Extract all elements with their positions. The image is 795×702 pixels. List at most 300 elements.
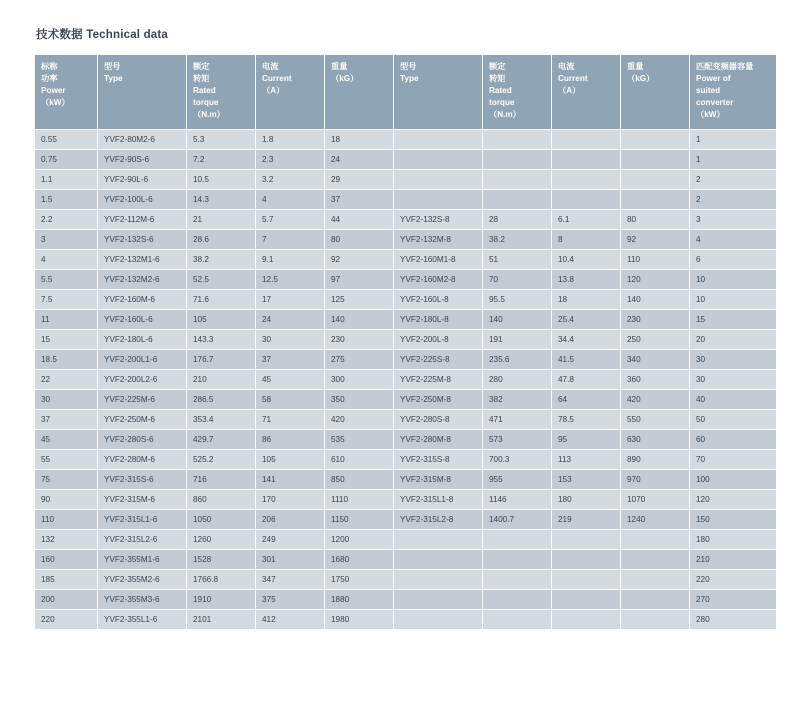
table-cell: 1240: [621, 510, 689, 529]
table-row: [35, 570, 776, 589]
table-cell: YVF2-180L-8: [394, 310, 482, 329]
column-header-line: 转矩: [489, 73, 506, 83]
table-cell: 535: [325, 430, 393, 449]
table-cell: 140: [483, 310, 551, 329]
table-cell: 5.5: [35, 270, 97, 289]
table-cell: YVF2-132M1-6: [98, 250, 186, 269]
table-cell: [394, 610, 482, 629]
table-cell: [621, 590, 689, 609]
table-cell: 15: [690, 310, 776, 329]
table-cell: 80: [325, 230, 393, 249]
table-cell: YVF2-280M-8: [394, 430, 482, 449]
table-cell: YVF2-355M2-6: [98, 570, 186, 589]
table-cell: YVF2-280S-8: [394, 410, 482, 429]
table-cell: 1.1: [35, 170, 97, 189]
table-cell: 180: [552, 490, 620, 509]
column-header-line: Power: [41, 85, 66, 95]
table-cell: 132: [35, 530, 97, 549]
table-cell: 10: [690, 290, 776, 309]
table-cell: 7.2: [187, 150, 255, 169]
table-cell: 270: [690, 590, 776, 609]
table-cell: [552, 570, 620, 589]
column-header-line: Rated: [193, 85, 216, 95]
table-cell: 220: [690, 570, 776, 589]
table-cell: 12.5: [256, 270, 324, 289]
table-cell: 30: [35, 390, 97, 409]
table-cell: [483, 130, 551, 149]
table-cell: YVF2-225M-8: [394, 370, 482, 389]
table-cell: 1766.8: [187, 570, 255, 589]
table-cell: YVF2-132M2-6: [98, 270, 186, 289]
table-row: [35, 510, 776, 529]
table-cell: 250: [621, 330, 689, 349]
table-cell: 1680: [325, 550, 393, 569]
table-cell: 850: [325, 470, 393, 489]
table-cell: 8: [552, 230, 620, 249]
table-cell: [621, 130, 689, 149]
column-header-line: （kW）: [696, 109, 725, 119]
table-cell: 249: [256, 530, 324, 549]
table-cell: [621, 570, 689, 589]
table-cell: 347: [256, 570, 324, 589]
column-header-line: Current: [558, 73, 588, 83]
column-header-0: [35, 55, 97, 129]
table-row: [35, 410, 776, 429]
table-cell: 38.2: [187, 250, 255, 269]
table-cell: YVF2-315L2-6: [98, 530, 186, 549]
table-cell: 55: [35, 450, 97, 469]
table-cell: [552, 190, 620, 209]
table-cell: 3: [690, 210, 776, 229]
table-cell: YVF2-160L-6: [98, 310, 186, 329]
table-row: [35, 370, 776, 389]
table-cell: 5.3: [187, 130, 255, 149]
table-cell: 153: [552, 470, 620, 489]
table-cell: [552, 150, 620, 169]
column-header-2: [187, 55, 255, 129]
table-cell: [483, 530, 551, 549]
table-cell: 1: [690, 130, 776, 149]
table-cell: 471: [483, 410, 551, 429]
table-cell: 28: [483, 210, 551, 229]
table-row: [35, 190, 776, 209]
technical-data-table: [34, 54, 777, 630]
table-cell: 4: [35, 250, 97, 269]
table-cell: 140: [621, 290, 689, 309]
column-header-line: 转矩: [193, 73, 210, 83]
table-row: [35, 550, 776, 569]
table-row: [35, 210, 776, 229]
table-cell: 80: [621, 210, 689, 229]
table-cell: YVF2-355M3-6: [98, 590, 186, 609]
column-header-line: （N.m）: [489, 109, 521, 119]
table-cell: 22: [35, 370, 97, 389]
table-cell: 18.5: [35, 350, 97, 369]
table-row: [35, 530, 776, 549]
table-cell: 220: [35, 610, 97, 629]
column-header-line: 重量: [331, 62, 348, 71]
table-cell: 18: [552, 290, 620, 309]
table-cell: [621, 530, 689, 549]
table-cell: 1: [690, 150, 776, 169]
table-cell: 113: [552, 450, 620, 469]
table-cell: 70: [690, 450, 776, 469]
table-cell: 30: [690, 370, 776, 389]
table-cell: 37: [256, 350, 324, 369]
table-cell: 41.5: [552, 350, 620, 369]
column-header-line: Rated: [489, 85, 512, 95]
table-cell: 300: [325, 370, 393, 389]
table-cell: 890: [621, 450, 689, 469]
table-cell: 20: [690, 330, 776, 349]
table-cell: 105: [187, 310, 255, 329]
table-cell: 176.7: [187, 350, 255, 369]
table-row: [35, 490, 776, 509]
table-cell: 970: [621, 470, 689, 489]
table-cell: [483, 190, 551, 209]
table-cell: 52.5: [187, 270, 255, 289]
table-cell: YVF2-315L1-6: [98, 510, 186, 529]
table-cell: 30: [256, 330, 324, 349]
column-header-5: [394, 55, 482, 129]
table-row: [35, 230, 776, 249]
column-header-line: 型号: [400, 62, 417, 71]
table-cell: 92: [325, 250, 393, 269]
table-cell: 50: [690, 410, 776, 429]
table-cell: [394, 590, 482, 609]
table-cell: 180: [690, 530, 776, 549]
table-cell: YVF2-90S-6: [98, 150, 186, 169]
table-cell: 97: [325, 270, 393, 289]
table-cell: [483, 570, 551, 589]
table-row: [35, 250, 776, 269]
table-cell: 64: [552, 390, 620, 409]
table-cell: 110: [621, 250, 689, 269]
table-cell: 120: [621, 270, 689, 289]
table-cell: YVF2-315S-8: [394, 450, 482, 469]
table-cell: 275: [325, 350, 393, 369]
column-header-7: [552, 55, 620, 129]
table-cell: [483, 550, 551, 569]
table-cell: 1200: [325, 530, 393, 549]
table-cell: 3: [35, 230, 97, 249]
table-cell: YVF2-160L-8: [394, 290, 482, 309]
table-cell: YVF2-132S-6: [98, 230, 186, 249]
table-cell: [552, 590, 620, 609]
table-cell: 412: [256, 610, 324, 629]
table-cell: [621, 610, 689, 629]
table-cell: [394, 190, 482, 209]
table-cell: 6: [690, 250, 776, 269]
table-cell: 1070: [621, 490, 689, 509]
column-header-line: Type: [104, 73, 123, 83]
table-cell: 573: [483, 430, 551, 449]
table-cell: YVF2-250M-6: [98, 410, 186, 429]
table-cell: 105: [256, 450, 324, 469]
page-title: 技术数据 Technical data: [36, 29, 169, 41]
column-header-line: Type: [400, 73, 419, 83]
table-cell: 235.6: [483, 350, 551, 369]
column-header-line: converter: [696, 97, 734, 107]
table-row: [35, 330, 776, 349]
table-cell: 1400.7: [483, 510, 551, 529]
table-cell: 51: [483, 250, 551, 269]
table-cell: 5.7: [256, 210, 324, 229]
table-cell: [621, 190, 689, 209]
table-cell: 1260: [187, 530, 255, 549]
table-cell: 13.8: [552, 270, 620, 289]
table-cell: 219: [552, 510, 620, 529]
table-cell: 353.4: [187, 410, 255, 429]
column-header-line: Power of: [696, 73, 731, 83]
table-cell: 550: [621, 410, 689, 429]
table-cell: 125: [325, 290, 393, 309]
table-cell: 141: [256, 470, 324, 489]
table-cell: 210: [187, 370, 255, 389]
table-cell: YVF2-112M-6: [98, 210, 186, 229]
column-header-line: 额定: [193, 62, 210, 71]
table-cell: 301: [256, 550, 324, 569]
table-cell: 1980: [325, 610, 393, 629]
column-header-line: 标称: [41, 62, 58, 71]
column-header-8: [621, 55, 689, 129]
table-cell: YVF2-315M-8: [394, 470, 482, 489]
table-body: [35, 130, 776, 629]
table-cell: 17: [256, 290, 324, 309]
table-cell: [552, 530, 620, 549]
table-cell: YVF2-200L2-6: [98, 370, 186, 389]
table-cell: 3.2: [256, 170, 324, 189]
table-row: [35, 450, 776, 469]
table-cell: 15: [35, 330, 97, 349]
table-cell: YVF2-200L1-6: [98, 350, 186, 369]
table-cell: 230: [621, 310, 689, 329]
table-cell: 10.4: [552, 250, 620, 269]
column-header-line: 电流: [558, 62, 575, 71]
table-cell: 44: [325, 210, 393, 229]
table-cell: YVF2-250M-8: [394, 390, 482, 409]
table-cell: YVF2-225M-6: [98, 390, 186, 409]
table-cell: 191: [483, 330, 551, 349]
table-cell: 10.5: [187, 170, 255, 189]
table-cell: YVF2-132S-8: [394, 210, 482, 229]
table-cell: 210: [690, 550, 776, 569]
table-cell: [483, 590, 551, 609]
column-header-line: torque: [489, 97, 515, 107]
table-cell: 340: [621, 350, 689, 369]
table-cell: 1110: [325, 490, 393, 509]
table-cell: 110: [35, 510, 97, 529]
column-header-line: 重量: [627, 62, 644, 71]
table-cell: 1880: [325, 590, 393, 609]
table-cell: 37: [325, 190, 393, 209]
column-header-line: 电流: [262, 62, 279, 71]
column-header-line: （A）: [262, 85, 285, 95]
table-cell: [483, 150, 551, 169]
column-header-9: [690, 55, 776, 129]
table-cell: 25.4: [552, 310, 620, 329]
table-cell: 4: [690, 230, 776, 249]
table-cell: 1150: [325, 510, 393, 529]
table-cell: YVF2-315L2-8: [394, 510, 482, 529]
table-cell: 45: [256, 370, 324, 389]
table-cell: 2.3: [256, 150, 324, 169]
table-cell: 1750: [325, 570, 393, 589]
table-cell: 86: [256, 430, 324, 449]
table-cell: 143.3: [187, 330, 255, 349]
table-cell: 185: [35, 570, 97, 589]
column-header-line: （N.m）: [193, 109, 225, 119]
table-cell: 860: [187, 490, 255, 509]
table-cell: 286.5: [187, 390, 255, 409]
table-cell: 29: [325, 170, 393, 189]
column-header-1: [98, 55, 186, 129]
table-cell: 1910: [187, 590, 255, 609]
table-row: [35, 470, 776, 489]
table-cell: 95.5: [483, 290, 551, 309]
table-header-row: [35, 55, 776, 129]
table-row: [35, 290, 776, 309]
table-cell: 280: [690, 610, 776, 629]
table-cell: [552, 130, 620, 149]
column-header-line: （kG）: [331, 73, 359, 83]
table-cell: 34.4: [552, 330, 620, 349]
table-row: [35, 150, 776, 169]
table-cell: 429.7: [187, 430, 255, 449]
table-row: [35, 430, 776, 449]
table-cell: 2101: [187, 610, 255, 629]
table-cell: 28.6: [187, 230, 255, 249]
table-cell: 58: [256, 390, 324, 409]
table-cell: 95: [552, 430, 620, 449]
table-cell: 21: [187, 210, 255, 229]
table-cell: 0.75: [35, 150, 97, 169]
table-cell: 120: [690, 490, 776, 509]
table-cell: YVF2-80M2-6: [98, 130, 186, 149]
table-cell: 420: [325, 410, 393, 429]
table-cell: 78.5: [552, 410, 620, 429]
table-cell: 230: [325, 330, 393, 349]
table-cell: 24: [256, 310, 324, 329]
table-cell: 525.2: [187, 450, 255, 469]
column-header-line: （kW）: [41, 97, 70, 107]
table-cell: [394, 150, 482, 169]
table-cell: 71.6: [187, 290, 255, 309]
table-cell: [394, 570, 482, 589]
table-cell: 360: [621, 370, 689, 389]
table-cell: 200: [35, 590, 97, 609]
table-cell: 38.2: [483, 230, 551, 249]
table-cell: 1.5: [35, 190, 97, 209]
table-cell: 11: [35, 310, 97, 329]
column-header-line: Current: [262, 73, 292, 83]
table-cell: 350: [325, 390, 393, 409]
table-cell: [394, 550, 482, 569]
table-cell: [483, 610, 551, 629]
table-row: [35, 610, 776, 629]
table-cell: 100: [690, 470, 776, 489]
table-cell: 47.8: [552, 370, 620, 389]
table-cell: 1146: [483, 490, 551, 509]
table-cell: [552, 610, 620, 629]
table-cell: YVF2-355L1-6: [98, 610, 186, 629]
table-row: [35, 270, 776, 289]
table-row: [35, 590, 776, 609]
table-cell: 150: [690, 510, 776, 529]
table-cell: [552, 170, 620, 189]
table-cell: YVF2-132M-8: [394, 230, 482, 249]
table-cell: 7: [256, 230, 324, 249]
table-cell: YVF2-315L1-8: [394, 490, 482, 509]
column-header-line: suited: [696, 85, 721, 95]
table-cell: 14.3: [187, 190, 255, 209]
table-cell: YVF2-100L-6: [98, 190, 186, 209]
column-header-3: [256, 55, 324, 129]
column-header-line: （A）: [558, 85, 581, 95]
table-cell: YVF2-280M-6: [98, 450, 186, 469]
column-header-line: 功率: [41, 73, 58, 83]
table-row: [35, 170, 776, 189]
table-cell: 1.8: [256, 130, 324, 149]
table-cell: 4: [256, 190, 324, 209]
table-cell: YVF2-90L-6: [98, 170, 186, 189]
table-cell: YVF2-160M1-8: [394, 250, 482, 269]
table-cell: 140: [325, 310, 393, 329]
table-cell: [483, 170, 551, 189]
table-cell: [621, 550, 689, 569]
table-cell: [394, 130, 482, 149]
table-cell: 1528: [187, 550, 255, 569]
table-cell: 18: [325, 130, 393, 149]
table-cell: 9.1: [256, 250, 324, 269]
table-cell: 2: [690, 170, 776, 189]
table-cell: 40: [690, 390, 776, 409]
table-cell: 2: [690, 190, 776, 209]
table-cell: 420: [621, 390, 689, 409]
table-cell: [621, 150, 689, 169]
table-cell: 6.1: [552, 210, 620, 229]
table-cell: 10: [690, 270, 776, 289]
column-header-6: [483, 55, 551, 129]
table-cell: YVF2-160M2-8: [394, 270, 482, 289]
table-cell: 60: [690, 430, 776, 449]
column-header-line: 型号: [104, 62, 121, 71]
column-header-line: 额定: [489, 62, 506, 71]
table-cell: 24: [325, 150, 393, 169]
table-cell: 160: [35, 550, 97, 569]
table-cell: 610: [325, 450, 393, 469]
table-cell: [552, 550, 620, 569]
table-cell: [394, 530, 482, 549]
table-row: [35, 310, 776, 329]
table-cell: 71: [256, 410, 324, 429]
table-cell: YVF2-225S-8: [394, 350, 482, 369]
table-cell: YVF2-315S-6: [98, 470, 186, 489]
table-cell: 37: [35, 410, 97, 429]
table-row: [35, 130, 776, 149]
table-cell: 630: [621, 430, 689, 449]
table-row: [35, 390, 776, 409]
table-cell: 90: [35, 490, 97, 509]
table-cell: 75: [35, 470, 97, 489]
table-cell: 170: [256, 490, 324, 509]
column-header-line: torque: [193, 97, 219, 107]
table-cell: 70: [483, 270, 551, 289]
table-cell: 2.2: [35, 210, 97, 229]
table-cell: 375: [256, 590, 324, 609]
table-cell: YVF2-280S-6: [98, 430, 186, 449]
table-cell: 30: [690, 350, 776, 369]
